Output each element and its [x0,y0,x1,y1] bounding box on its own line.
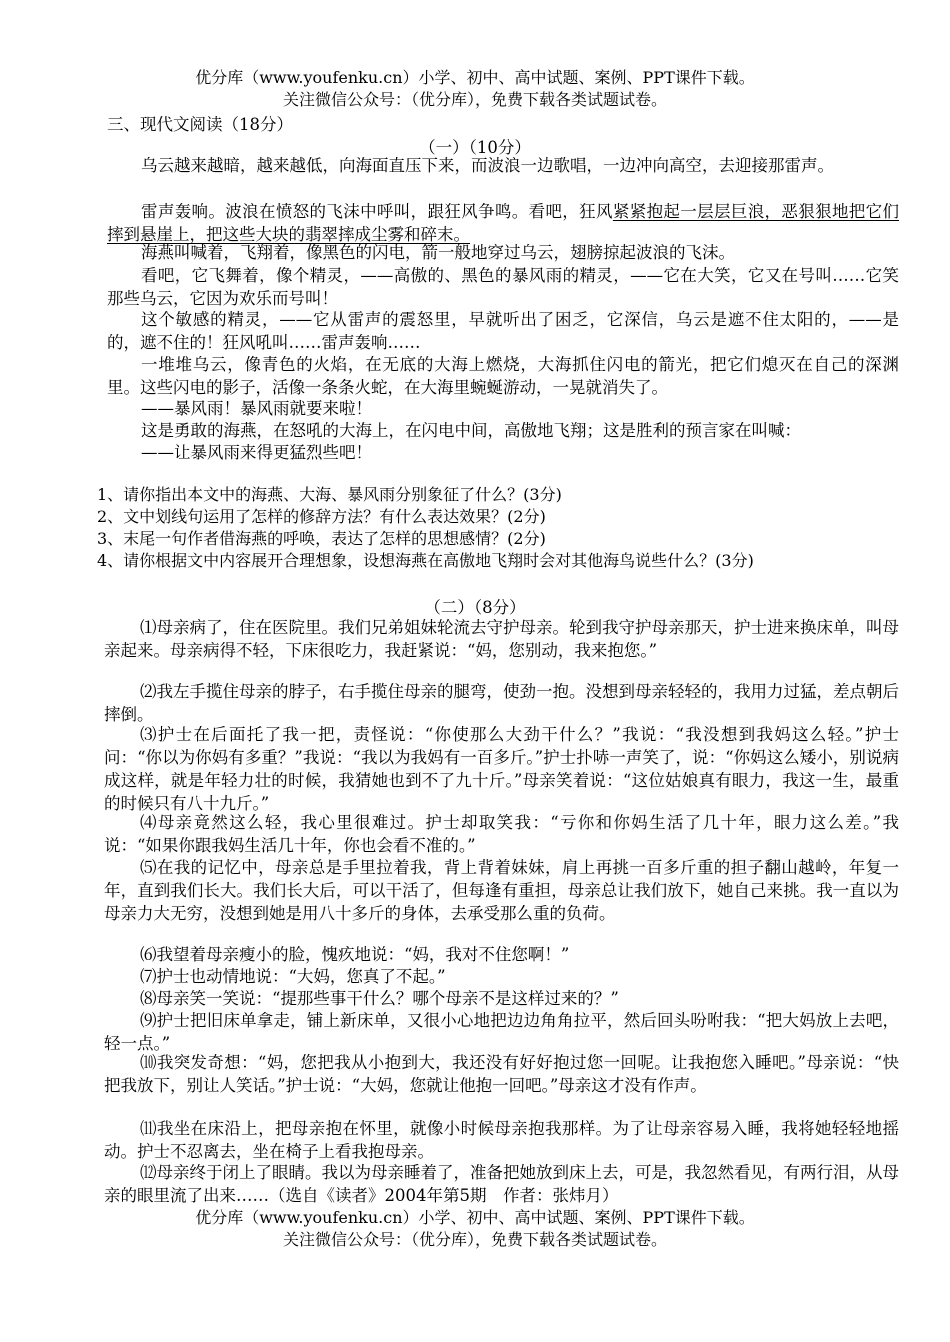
question-4: 4、请你根据文中内容展开合理想象，设想海燕在高傲地飞翔时会对其他海鸟说些什么？(3分) [97,551,754,570]
part1-paragraph-2 [107,200,899,246]
part2-paragraph-1: ⑴母亲病了，住在医院里。我们兄弟姐妹轮流去守护母亲。轮到我守护母亲那天，护士进来换床单，叫母亲起来。母亲病得不轻，下床很吃力，我赶紧说：“妈，您别动，我来抱您。” [104,618,899,660]
part1-title: （一）（10分） [419,138,531,157]
part1-paragraph-4: 看吧，它飞舞着，像个精灵，——高傲的、黑色的暴风雨的精灵，——它在大笑，它又在号叫……它笑那些乌云，它因为欢乐而号叫！ [107,266,899,308]
footer-line-1: 优分库（www.youfenku.cn）小学、初中、高中试题、案例、PPT课件下载。 [195,1208,755,1227]
part2-paragraph-8: ⑻母亲笑一笑说：“提那些事干什么？哪个母亲不是这样过来的？” [140,989,619,1008]
question-1: 1、请你指出本文中的海燕、大海、暴风雨分别象征了什么？(3分) [97,485,562,504]
part1-paragraph-8: 这是勇敢的海燕，在怒吼的大海上，在闪电中间，高傲地飞翔；这是胜利的预言家在叫喊： [141,421,801,440]
part2-paragraph-7: ⑺护士也动情地说：“大妈，您真了不起。” [140,967,446,986]
part1-paragraph-6: 一堆堆乌云，像青色的火焰，在无底的大海上燃烧，大海抓住闪电的箭光，把它们熄灭在自己的深渊里。这些闪电的影子，活像一条条火蛇，在大海里蜿蜒游动，一晃就消失了。 [107,355,899,397]
part2-paragraph-3: ⑶护士在后面托了我一把，责怪说：“你使那么大劲干什么？”我说：“我没想到我妈这么轻。”护士问：“你以为你妈有多重？”我说：“我以为我妈有一百多斤。”护士扑哧一声笑了，说：“你妈这么矮小，别说病成这样，就是年轻力壮的时候，我猜她也到不了九十斤。”母亲笑着说：“这位姑娘真有眼力，我这一生，最重的时候只有八十九斤。” [104,725,899,813]
part1-paragraph-5: 这个敏感的精灵，——它从雷声的震怒里，早就听出了困乏，它深信，乌云是遮不住太阳的，——是的，遮不住的！狂风吼叫……雷声轰响…… [107,310,899,352]
part2-paragraph-5: ⑸在我的记忆中，母亲总是手里拉着我，背上背着妹妹，肩上再挑一百多斤重的担子翻山越岭，年复一年，直到我们长大。我们长大后，可以干活了，但每逢有重担，母亲总让我们放下，她自己来挑。我一直以为母亲力大无穷，没想到她是用八十多斤的身体，去承受那么重的负荷。 [104,858,899,923]
header-line-1: 优分库（www.youfenku.cn）小学、初中、高中试题、案例、PPT课件下载。 [195,68,755,87]
question-2: 2、文中划线句运用了怎样的修辞方法？有什么表达效果？(2分) [97,507,546,526]
footer-line-2: 关注微信公众号：（优分库），免费下载各类试题试卷。 [282,1230,667,1249]
section-title: 三、现代文阅读（18分） [107,115,293,134]
part2-paragraph-11: ⑾我坐在床沿上，把母亲抱在怀里，就像小时候母亲抱我那样。为了让母亲容易入睡，我将她轻轻地摇动。护士不忍离去，坐在椅子上看我抱母亲。 [104,1119,899,1161]
part2-paragraph-12: ⑿母亲终于闭上了眼睛。我以为母亲睡着了，准备把她放到床上去，可是，我忽然看见，有两行泪，从母亲的眼里流了出来……（选自《读者》2004年第5期 作者：张炜月） [104,1163,899,1205]
part2-paragraph-6: ⑹我望着母亲瘦小的脸，愧疚地说：“妈，我对不住您啊！” [140,945,570,964]
header-line-2: 关注微信公众号：（优分库），免费下载各类试题试卷。 [282,90,667,109]
part2-paragraph-9: ⑼护士把旧床单拿走，铺上新床单，又很小心地把边边角角拉平，然后回头吩咐我：“把大妈放上去吧，轻一点。” [104,1011,899,1053]
part2-paragraph-2: ⑵我左手揽住母亲的脖子，右手揽住母亲的腿弯，使劲一抱。没想到母亲轻轻的，我用力过猛，差点朝后摔倒。 [104,682,899,724]
part2-paragraph-4: ⑷母亲竟然这么轻，我心里很难过。护士却取笑我：“亏你和你妈生活了几十年，眼力这么差。”我说：“如果你跟我妈生活几十年，你也会看不准的。” [104,813,899,855]
part1-paragraph-1: 乌云越来越暗，越来越低，向海面直压下来，而波浪一边歌唱，一边冲向高空，去迎接那雷声。 [141,156,834,175]
part1-paragraph-2-text: 雷声轰响。波浪在愤怒的飞沫中呼叫，跟狂风争鸣。看吧，狂风 [141,202,613,221]
part1-paragraph-7: ——暴风雨！暴风雨就要来啦！ [141,399,372,418]
underlined-sentence: 紧紧抱起一层层巨浪，恶狠狠地把它们摔到悬崖上，把这些大块的翡翠摔成尘雾和碎末。 [107,202,900,244]
part2-title: （二）（8分） [424,598,526,617]
part2-paragraph-10: ⑽我突发奇想：“妈，您把我从小抱到大，我还没有好好抱过您一回呢。让我抱您入睡吧。”母亲说：“快把我放下，别让人笑话。”护士说：“大妈，您就让他抱一回吧。”母亲这才没有作声。 [104,1053,899,1095]
part1-paragraph-9: ——让暴风雨来得更猛烈些吧！ [141,443,372,462]
part1-paragraph-3: 海燕叫喊着，飞翔着，像黑色的闪电，箭一般地穿过乌云，翅膀掠起波浪的飞沫。 [141,243,735,262]
question-3: 3、末尾一句作者借海燕的呼唤，表达了怎样的思想感情？(2分) [97,529,546,548]
